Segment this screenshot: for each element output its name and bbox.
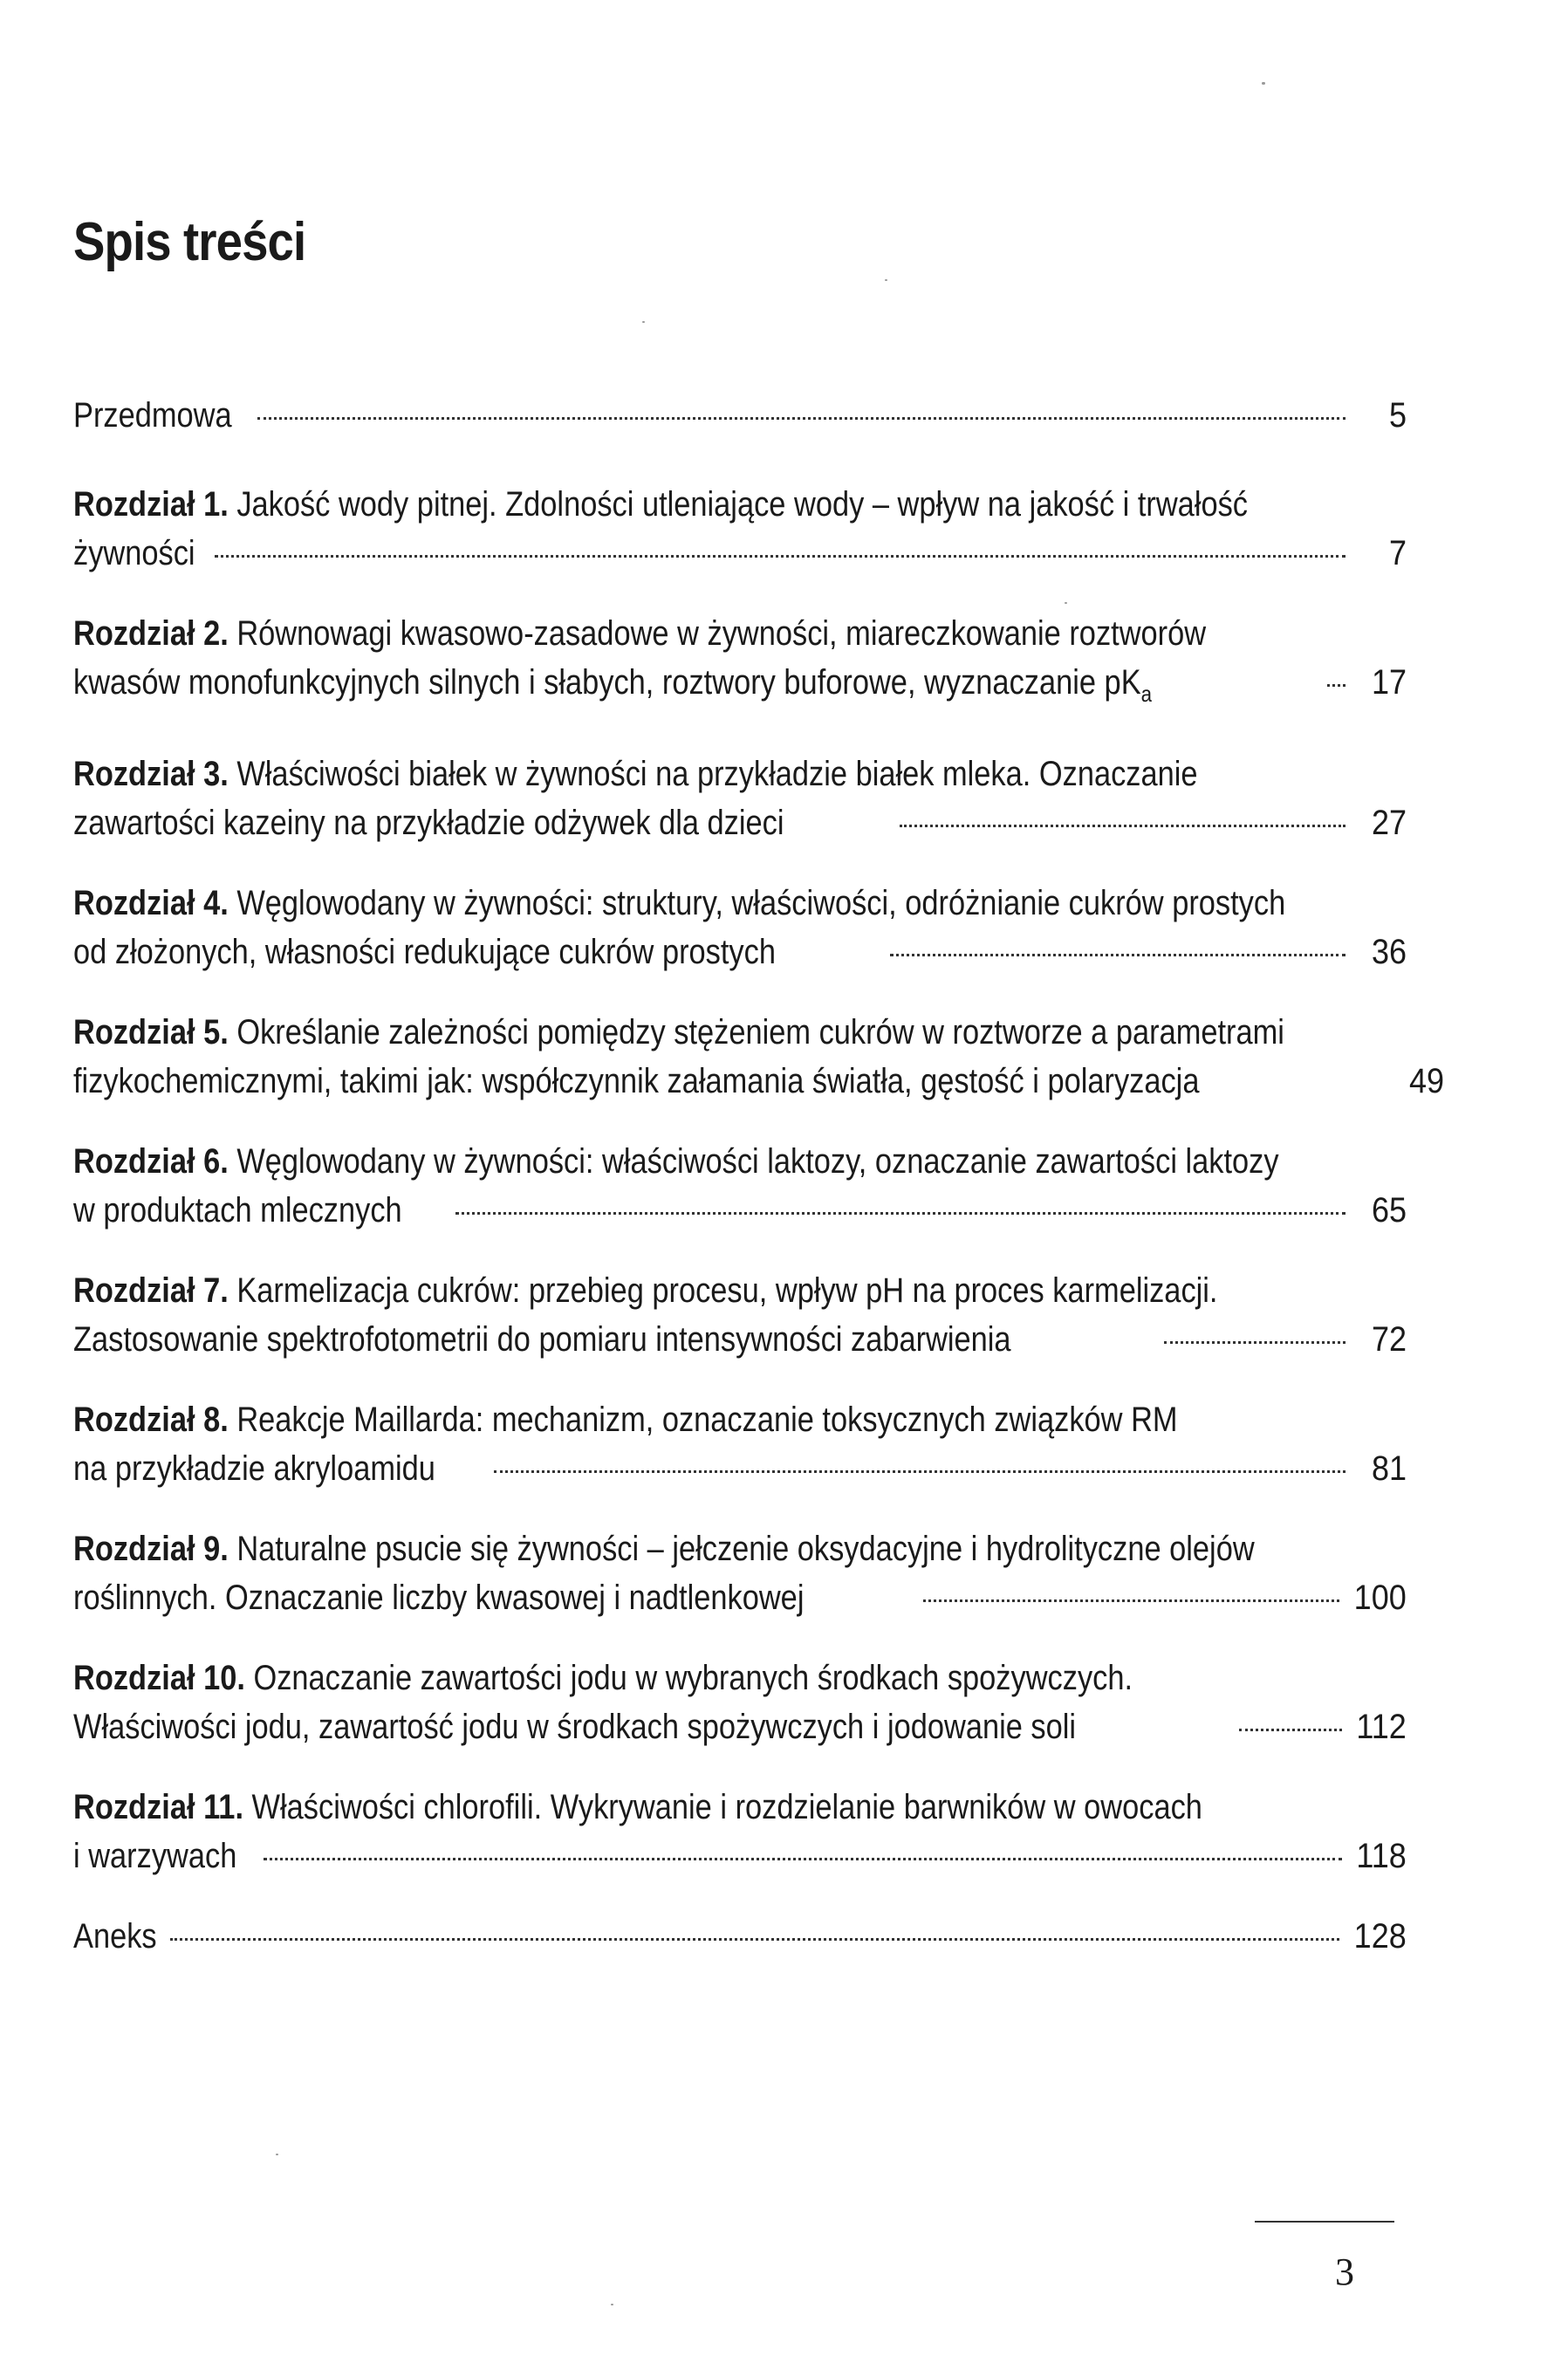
toc-entry-rozdzial-6 — [73, 1137, 1407, 1235]
chapter-title: Karmelizacja cukrów: przebieg procesu, wpływ pH na proces karmelizacji. — [228, 1271, 1218, 1310]
toc-entry-title-continued: roślinnych. Oznaczanie liczby kwasowej i nadtlenkowej — [73, 1579, 805, 1617]
chapter-title: Właściwości chlorofili. Wykrywanie i rozdzielanie barwników w owocach — [243, 1788, 1202, 1826]
toc-entry-rozdzial-8 — [73, 1395, 1407, 1493]
toc-entry-title: Aneks — [73, 1917, 157, 1956]
toc-entry-rozdzial-3 — [73, 750, 1407, 847]
toc-entry-first-line — [73, 1137, 1279, 1186]
toc-entry-rozdzial-2 — [73, 609, 1407, 718]
toc-entry-first-line — [73, 1266, 1220, 1315]
chapter-label: Rozdział 10. — [73, 1659, 245, 1697]
dot-leader — [1164, 1341, 1346, 1344]
chapter-label: Rozdział 11. — [73, 1788, 244, 1826]
dot-leader — [257, 417, 1345, 420]
chapter-title: Właściwości białek w żywności na przykładzie białek mleka. Oznaczanie — [228, 755, 1198, 793]
toc-entry-first-line — [73, 879, 1286, 928]
toc-entry-first-line — [73, 1783, 1220, 1832]
chapter-label: Rozdział 6. — [73, 1142, 229, 1181]
toc-page-number: 27 — [1371, 804, 1407, 842]
dot-leader — [264, 1858, 1342, 1860]
toc-entry-first-line — [73, 1524, 1255, 1573]
toc-entry-title: Przedmowa — [73, 396, 232, 435]
chapter-title: Węglowodany w żywności: struktury, właściwości, odróżnianie cukrów prostych — [228, 884, 1286, 922]
scan-speck — [885, 279, 887, 281]
chapter-label: Rozdział 2. — [73, 614, 229, 653]
chapter-label: Rozdział 5. — [73, 1013, 229, 1051]
toc-page-number: 5 — [1388, 396, 1407, 435]
scan-speck — [1262, 82, 1265, 85]
toc-page-number: 112 — [1356, 1708, 1407, 1746]
dot-leader — [890, 954, 1345, 956]
toc-entry-first-line — [73, 1654, 1220, 1702]
toc-page-number: 72 — [1371, 1320, 1407, 1359]
chapter-title: Oznaczanie zawartości jodu w wybranych środkach spożywczych. — [244, 1659, 1133, 1697]
chapter-label: Rozdział 4. — [73, 884, 229, 922]
scan-speck — [642, 321, 645, 323]
toc-entry-rozdzial-7 — [73, 1266, 1407, 1364]
dot-leader — [455, 1212, 1345, 1215]
page-title: Spis treści — [73, 212, 306, 272]
toc-entry-title-continued: i warzywach — [73, 1837, 237, 1875]
toc-entry-first-line — [73, 1008, 1284, 1057]
footer-rule — [1255, 2221, 1394, 2223]
scan-speck — [611, 2304, 613, 2305]
chapter-title: Reakcje Maillarda: mechanizm, oznaczanie toksycznych związków RM — [228, 1401, 1178, 1439]
chapter-title: Węglowodany w żywności: właściwości laktozy, oznaczanie zawartości laktozy — [228, 1142, 1279, 1181]
dot-leader — [900, 825, 1345, 827]
toc-entry-rozdzial-4 — [73, 879, 1407, 976]
chapter-label: Rozdział 3. — [73, 755, 229, 793]
toc-entry-rozdzial-10 — [73, 1654, 1407, 1751]
subscript-a: a — [1140, 681, 1153, 707]
toc-entry-title-continued: fizykochemicznymi, takimi jak: współczynnik załamania światła, gęstość i polaryzacja — [73, 1062, 1200, 1100]
toc-entry-title-continued: żywności — [73, 534, 195, 572]
chapter-label: Rozdział 7. — [73, 1271, 229, 1310]
toc-page-number: 100 — [1353, 1579, 1407, 1617]
toc-entry-title-continued: Zastosowanie spektrofotometrii do pomiaru intensywności zabarwienia — [73, 1320, 1011, 1359]
toc-entry-title-continued: zawartości kazeiny na przykładzie odżywek dla dzieci — [73, 804, 784, 842]
toc-entry-title-continued — [73, 658, 1152, 718]
dot-leader — [494, 1470, 1345, 1473]
chapter-label: Rozdział 1. — [73, 485, 229, 524]
toc-entry-title-continued: na przykładzie akryloamidu — [73, 1449, 435, 1488]
toc-entry-first-line — [73, 750, 1220, 798]
toc-entry-first-line — [73, 1395, 1220, 1444]
toc-page-number: 49 — [1408, 1062, 1444, 1100]
dot-leader — [170, 1938, 1339, 1941]
page-number: 3 — [1335, 2250, 1354, 2293]
toc-entry-rozdzial-1 — [73, 480, 1407, 578]
toc-entry-przedmowa — [73, 391, 1407, 440]
toc-entry-title-continued: Właściwości jodu, zawartość jodu w środkach spożywczych i jodowanie soli — [73, 1708, 1077, 1746]
toc-entry-aneks — [73, 1912, 1407, 1961]
scan-speck — [1065, 602, 1067, 604]
toc-page-number: 36 — [1371, 933, 1407, 971]
toc-entry-first-line — [73, 480, 1248, 529]
toc-page-number: 128 — [1353, 1917, 1407, 1956]
dot-leader — [923, 1599, 1339, 1602]
toc-entry-title-continued: od złożonych, własności redukujące cukrów prostych — [73, 933, 776, 971]
chapter-title: Naturalne psucie się żywności – jełczenie oksydacyjne i hydrolityczne olejów — [228, 1530, 1255, 1568]
toc-page-number: 7 — [1388, 534, 1407, 572]
chapter-title: Jakość wody pitnej. Zdolności utleniające wody – wpływ na jakość i trwałość — [228, 485, 1248, 524]
toc-page-number: 118 — [1356, 1837, 1407, 1875]
chapter-title: Równowagi kwasowo-zasadowe w żywności, miareczkowanie roztworów — [228, 614, 1207, 653]
dot-leader — [215, 555, 1345, 558]
toc-page-number: 65 — [1371, 1191, 1407, 1230]
toc-page-number: 81 — [1371, 1449, 1407, 1488]
dot-leader — [1239, 1729, 1342, 1731]
chapter-label: Rozdział 8. — [73, 1401, 229, 1439]
table-of-contents — [73, 391, 1444, 1961]
toc-entry-first-line — [73, 609, 1220, 658]
dot-leader — [1327, 684, 1345, 687]
chapter-label: Rozdział 9. — [73, 1530, 229, 1568]
toc-entry-rozdzial-9 — [73, 1524, 1407, 1622]
toc-entry-rozdzial-5 — [73, 1008, 1444, 1106]
chapter-title: Określanie zależności pomiędzy stężeniem cukrów w roztworze a parametrami — [228, 1013, 1284, 1051]
toc-entry-rozdzial-11 — [73, 1783, 1407, 1880]
toc-entry-title-continued: w produktach mlecznych — [73, 1191, 402, 1230]
toc-page-number: 17 — [1371, 663, 1407, 702]
scan-speck — [276, 2154, 278, 2155]
title-text: kwasów monofunkcyjnych silnych i słabych, roztwory buforowe, wyznaczanie pK — [73, 663, 1141, 702]
